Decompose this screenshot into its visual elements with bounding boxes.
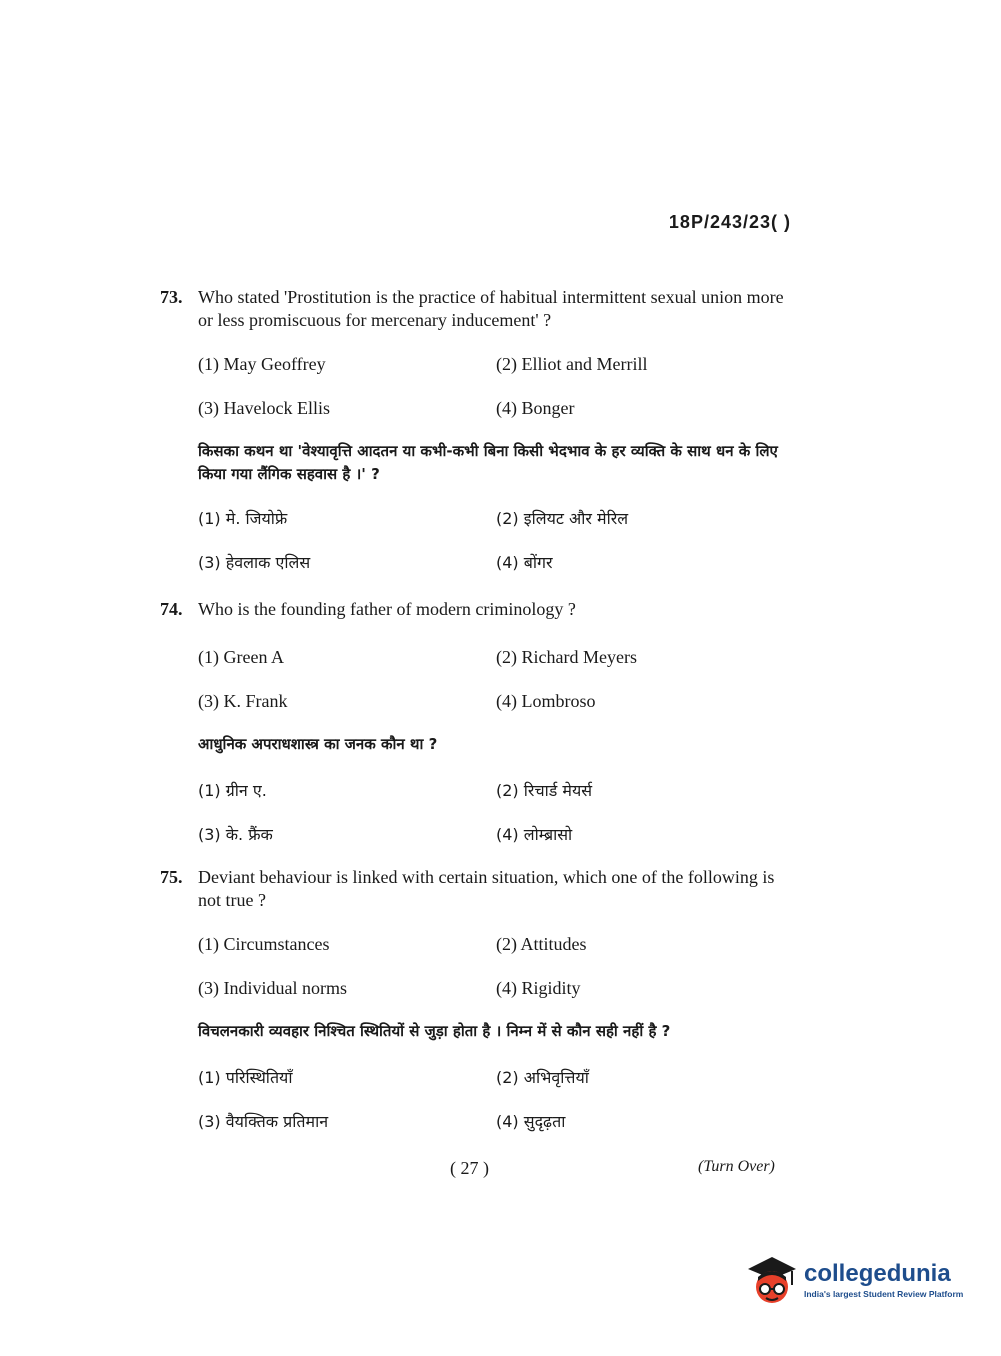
collegedunia-logo-icon	[742, 1251, 800, 1309]
question-text: Who is the founding father of modern criminology ?	[198, 599, 576, 619]
option-2-hindi: (2) रिचार्ड मेयर्स	[496, 781, 593, 800]
option-3-hindi: (3) हेवलाक एलिस	[198, 553, 311, 572]
question-number: 73.	[160, 287, 183, 307]
question-number: 75.	[160, 867, 183, 887]
option-1: (1) Circumstances	[198, 933, 330, 954]
option-2-hindi: (2) इलियट और मेरिल	[496, 509, 629, 528]
option-1: (1) Green A	[198, 646, 284, 667]
option-3: (3) Individual norms	[198, 977, 347, 998]
option-3: (3) K. Frank	[198, 690, 288, 711]
option-2: (2) Attitudes	[496, 933, 587, 954]
paper-code: 18P/243/23( )	[668, 212, 791, 232]
option-2: (2) Elliot and Merrill	[496, 353, 648, 374]
question-text-hindi: किसका कथन था 'वेश्यावृत्ति आदतन या कभी-कभी बिना किसी भेदभाव के हर व्यक्ति के साथ धन के लिए किया गया लैंगिक सहवास है ।' ?	[198, 442, 778, 483]
option-3-hindi: (3) वैयक्तिक प्रतिमान	[198, 1112, 329, 1131]
turn-over-note: (Turn Over)	[698, 1158, 775, 1175]
page-number: ( 27 )	[450, 1158, 489, 1178]
question-text: Deviant behaviour is linked with certain situation, which one of the following is not true ?	[198, 867, 775, 910]
option-3-hindi: (3) के. फ्रैंक	[198, 825, 273, 844]
option-1: (1) May Geoffrey	[198, 353, 326, 374]
option-4-hindi: (4) बोंगर	[496, 553, 553, 572]
option-4-hindi: (4) सुदृढ़ता	[496, 1112, 566, 1131]
option-1-hindi: (1) मे. जियोफ्रे	[198, 509, 288, 528]
brand-name: collegedunia	[804, 1260, 951, 1287]
question-75	[160, 866, 790, 1143]
option-2: (2) Richard Meyers	[496, 646, 637, 667]
question-number: 74.	[160, 599, 183, 619]
question-text: Who stated 'Prostitution is the practice of habitual intermittent sexual union more or less promiscuous for mercenary inducement' ?	[198, 287, 784, 330]
option-4-hindi: (4) लोम्ब्रासो	[496, 825, 573, 844]
question-74	[160, 598, 790, 856]
option-4: (4) Bonger	[496, 397, 575, 418]
option-4: (4) Lombroso	[496, 690, 596, 711]
brand-tagline: India's largest Student Review Platform	[804, 1289, 964, 1299]
collegedunia-watermark	[742, 1250, 972, 1310]
question-73	[160, 286, 790, 584]
question-text-hindi: आधुनिक अपराधशास्त्र का जनक कौन था ?	[198, 735, 438, 753]
option-1-hindi: (1) परिस्थितियाँ	[198, 1068, 293, 1087]
option-2-hindi: (2) अभिवृत्तियाँ	[496, 1068, 589, 1087]
option-1-hindi: (1) ग्रीन ए.	[198, 781, 267, 800]
option-3: (3) Havelock Ellis	[198, 397, 330, 418]
option-4: (4) Rigidity	[496, 977, 581, 998]
question-text-hindi: विचलनकारी व्यवहार निश्चित स्थितियों से जुड़ा होता है । निम्न में से कौन सही नहीं है ?	[198, 1022, 671, 1040]
